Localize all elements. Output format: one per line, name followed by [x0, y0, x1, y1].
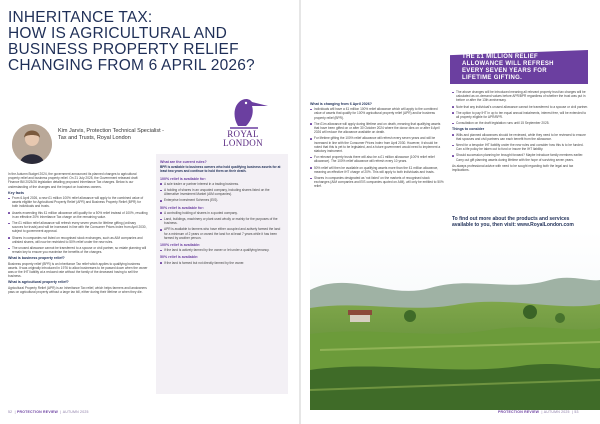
article-title	[8, 10, 298, 74]
changing-heading: What is changing from 6 April 2026?	[310, 102, 372, 106]
list-item: The £1m allowance will apply during lifetime and on death, meaning that qualifying assets that have been gifted on or after 30 October 2024 where the donor dies on or after 6 April 2026 will reduce the allowance available on death.	[310, 122, 444, 135]
key-facts-heading: Key facts	[8, 190, 24, 195]
list-item: From 6 April 2026, a new £1 million 100% relief allowance will apply to the combined value of assets eligible for Agricultural Property Relief (APR) and Business Property Relief (BPR) for both individuals and trusts.	[8, 196, 148, 209]
list-item: If the land is actively farmed by the owner or let under a qualifying tenancy.	[160, 248, 284, 252]
current-rules-content	[160, 157, 284, 267]
list-item: Individuals will have a £1 million 100% relief allowance which will apply to the combined value of assets that qualify for 100% agricultural property relief (APR) and/or business property relief (BPR).	[310, 107, 444, 120]
list-item: Shares in companies not listed on recognised stock exchanges, such as AIM companies and unlisted shares, will now be restricted to 50% relief under the new rules.	[8, 236, 148, 244]
cta-line-1: To find out more about the products and services	[452, 216, 570, 222]
pelican-icon	[208, 86, 288, 130]
list-item: Assets exceeding this £1 million allowance will qualify for a 50% relief instead of 100%, resulting in an effective 20% Inheritance Tax charge on the remaining value.	[8, 211, 148, 219]
list-item: The unused allowance cannot be transferred to a spouse or civil partner, so estate planning will remain key to ensure you maximise the benefits of the changes.	[8, 246, 148, 254]
list-item: If the land is farmed but not directly farmed by the owner.	[160, 261, 284, 265]
list-item: 50% relief will then be available on qualifying assets more than the £1 million allowance, meaning an effective IHT charge of 20%. This will apply to both individuals and trusts.	[310, 166, 444, 174]
list-item: The £1 million relief allowance will refresh every seven years for lifetime gifting (ordinary sources for trusts) and will be increased in line with the Consumer Prices Index from April 2030, subject to government approval.	[8, 221, 148, 234]
title-line-4: CHANGING FROM 6 APRIL 2026?	[8, 57, 255, 74]
title-line-1: INHERITANCE TAX:	[8, 9, 153, 26]
callout-line-1: THE £1 MILLION RELIEF	[462, 54, 538, 60]
left-footer-issue: AUTUMN 2025	[62, 410, 89, 414]
title-line-2: HOW IS AGRICULTURAL AND	[8, 25, 228, 42]
consider-heading: Things to consider	[452, 127, 485, 132]
right-footer-issue: AUTUMN 2025	[543, 410, 570, 414]
left-column	[8, 172, 148, 296]
right-column-1	[310, 100, 444, 191]
intro-paragraph: In the Autumn Budget 2024, the government announced its planned changes to agricultural property relief and business property relief. On 21 July 2025, the Government released draft Finance Bill 2025/26 legislation detailing proposed Inheritance Tax changes. Below is our understanding of the changes and the impact on business owners.	[8, 172, 138, 189]
list-item: For lifetime gifting the 100% relief allowance will refresh every seven years and will be increased in line with the Consumer Prices Index from April 2030. However, it should be noted that this is yet to be legislated, and a future government would need to implement a statutory instrument.	[310, 136, 444, 153]
callout-line-4: LIFETIME GIFTING.	[462, 75, 523, 81]
list-item: Need for a bespoke IHT liability under the new rules and consider how this is to be funded. Can a life policy be taken out to fund or insure the IHT liability.	[452, 143, 590, 151]
list-item: A controlling holding of shares in a quoted company.	[160, 211, 284, 215]
list-item: Note that any individual's unused allowance cannot be transferred to a spouse or civil partner.	[452, 105, 590, 109]
bpr-paragraph: Business property relief (BPR) is an Inheritance Tax relief which applies to qualifying business assets. It was originally introduced in 1976 to allow businesses to be passed down when the owner was or the IHT liability at a reduced rate without the family of the deceased having to sell the business.	[8, 261, 148, 279]
callout-banner	[450, 50, 588, 84]
page-gutter	[299, 0, 301, 424]
apr-heading: What is agricultural property relief?	[8, 280, 69, 285]
apr-paragraph: Agricultural Property Relief (APR) is an Inheritance Tax relief, which helps farmers and landowners pass on agricultural property without a large tax bill, either during their lifetime or when they die.	[8, 285, 147, 294]
relief100-heading: 100% relief is available for:	[160, 176, 206, 181]
list-item: APR is available to farmers who have either occupied and actively farmed the land for a minimum of 2 years or owned the land for at least 7 years while it has been farmed by another person.	[160, 227, 284, 240]
bpr-heading: What is business property relief?	[8, 256, 65, 261]
callout-line-3: EVERY SEVEN YEARS FOR	[462, 68, 547, 74]
logo-line-1: ROYAL	[227, 129, 259, 139]
list-item: The option to pay IHT in up to ten equal annual instalments, interest free, will be extended to all property eligible for APR/BPR.	[452, 111, 590, 119]
cta-line-2: available to you, then visit: www.RoyalLondon.com	[452, 222, 574, 228]
left-footer-brand: PROTECTION REVIEW	[16, 410, 59, 414]
advisers-text: As always professional advice with need to be sought regarding both the legal and tax implications.	[452, 163, 574, 173]
list-item: A holding of shares in an unquoted company, including shares listed on the Alternative Investment Market (AIM companies).	[160, 188, 284, 196]
list-item: Wills and planned allowances should be reviewed, while they need to be reviewed to ensure that spouses and civil partners can each benefit from the allowance.	[452, 133, 590, 141]
list-item: The above changes will be introduced meaning all relevant property trust tax charges will be calculated as on-demand values before APR/BPR regardless of whether the trust was put in before or after the 13th anniversary.	[452, 90, 590, 103]
current-rules-heading: What are the current rules?	[160, 160, 207, 164]
royal-london-logo	[208, 86, 288, 150]
right-column-2	[452, 90, 590, 174]
landscape-photo	[310, 230, 600, 410]
list-item: Consultation on the draft legislation runs until 15 September 2025.	[452, 121, 590, 125]
apr100-heading: 100% relief is available:	[160, 243, 201, 248]
list-item: Land, buildings, machinery or plant used wholly or mainly for the purposes of the business.	[160, 217, 284, 225]
relief50-heading: 50% relief is available for:	[160, 205, 204, 210]
title-line-3: BUSINESS PROPERTY RELIEF	[8, 41, 239, 58]
callout-line-2: ALLOWANCE WILL REFRESH	[462, 61, 554, 67]
author-role: Tax and Trusts, Royal London	[58, 135, 131, 141]
list-item: Shares in companies designated as 'not listed' on the markets of recognised stock exchanges (AIM companies and EIS companies quoted on AIM), will only be entitled to 50% relief.	[310, 176, 444, 189]
list-item: For relevant property trusts there will also be a £1 million allowance (100% relief relief allowance). The 100% relief allowance will refresh every 10 years.	[310, 155, 444, 163]
author-photo	[12, 124, 52, 164]
left-page-number: 52	[8, 410, 13, 414]
list-item: Should succession planning be brought forward? Maybe introduce family members earlier. Carry out gift planning assets during lifetime with the hope of surviving seven years.	[452, 153, 590, 161]
right-footer: PROTECTION REVIEW | AUTUMN 2025 | 53	[498, 410, 579, 414]
list-item: Enterprise Investment Schemes (EIS).	[160, 198, 284, 202]
right-footer-brand: PROTECTION REVIEW	[498, 410, 540, 414]
author-byline	[58, 128, 208, 142]
list-item: A sole trader or partner interest in a trading business.	[160, 182, 284, 186]
current-rules-text: BPR is available to business owners who hold qualifying business assets for at least two years and continue to hold them on their death.	[160, 165, 281, 174]
logo-line-2: LONDON	[223, 138, 263, 148]
cta-text	[452, 216, 592, 228]
author-name: Kim Jarvis, Protection Technical Specialist -	[58, 128, 164, 134]
right-page-number: 53	[574, 410, 579, 414]
left-footer: 52 | PROTECTION REVIEW | AUTUMN 2025	[8, 410, 89, 414]
apr50-heading: 50% relief is available:	[160, 255, 199, 260]
